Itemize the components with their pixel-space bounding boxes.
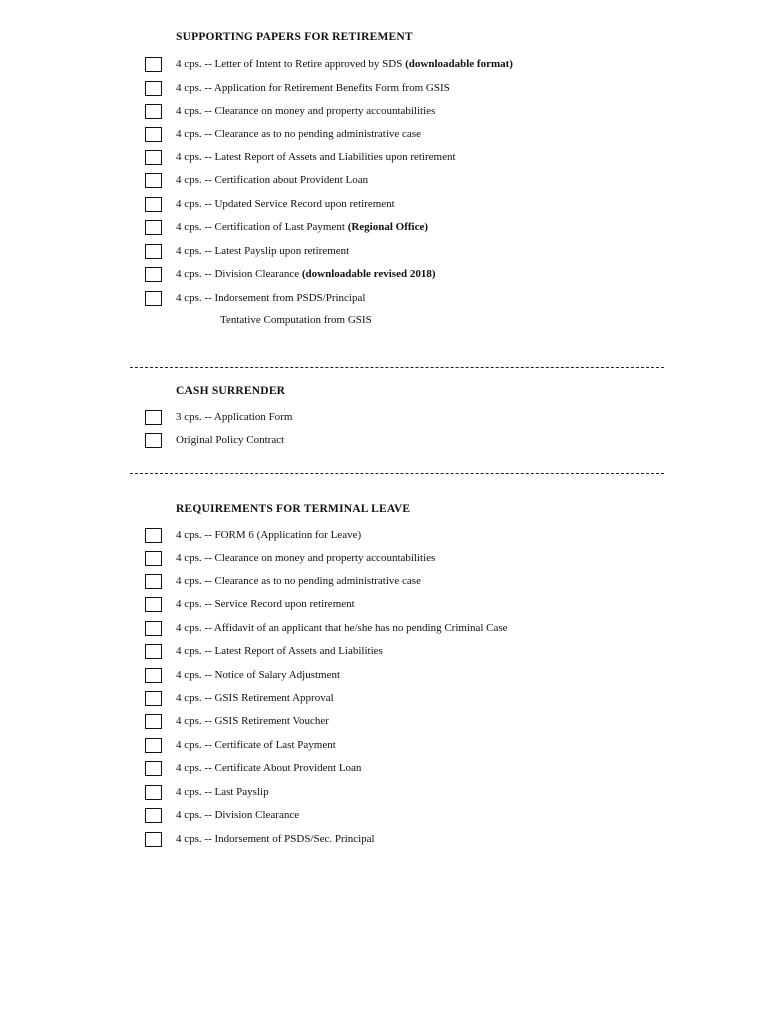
retirement-item-text: 4 cps. -- Updated Service Record upon retirement [176, 198, 395, 210]
checkbox[interactable] [145, 433, 162, 448]
terminal-leave-heading: REQUIREMENTS FOR TERMINAL LEAVE [176, 503, 411, 515]
checkbox[interactable] [145, 150, 162, 165]
checkbox[interactable] [145, 291, 162, 306]
checkbox[interactable] [145, 668, 162, 683]
cash-surrender-item-text: Original Policy Contract [176, 434, 285, 446]
terminal-leave-item-text: 4 cps. -- Indorsement of PSDS/Sec. Principal [176, 833, 375, 845]
checkbox[interactable] [145, 528, 162, 543]
retirement-item [145, 220, 705, 238]
checkbox[interactable] [145, 267, 162, 282]
checkbox[interactable] [145, 691, 162, 706]
retirement-item-text: 4 cps. -- Indorsement from PSDS/Principal [176, 292, 366, 304]
terminal-leave-item [145, 761, 705, 779]
checkbox[interactable] [145, 57, 162, 72]
retirement-item-text: 4 cps. -- Application for Retirement Benefits Form from GSIS [176, 82, 450, 94]
terminal-leave-item-text: 4 cps. -- Latest Report of Assets and Liabilities [176, 645, 383, 657]
retirement-heading: SUPPORTING PAPERS FOR RETIREMENT [176, 31, 413, 43]
checkbox[interactable] [145, 81, 162, 96]
retirement-item [145, 291, 705, 309]
terminal-leave-item [145, 714, 705, 732]
terminal-leave-item-text: 4 cps. -- Notice of Salary Adjustment [176, 669, 341, 681]
checkbox[interactable] [145, 785, 162, 800]
section-divider [130, 473, 664, 474]
terminal-leave-item-text: 4 cps. -- GSIS Retirement Approval [176, 692, 334, 704]
terminal-leave-item [145, 738, 705, 756]
terminal-leave-item-text: 4 cps. -- Clearance as to no pending administrative case [176, 575, 421, 587]
checkbox[interactable] [145, 808, 162, 823]
retirement-item [145, 81, 705, 99]
retirement-item-text: 4 cps. -- Clearance on money and property accountabilities [176, 105, 436, 117]
cash-surrender-item-text: 3 cps. -- Application Form [176, 411, 293, 423]
checkbox[interactable] [145, 714, 162, 729]
terminal-leave-item-text: 4 cps. -- Affidavit of an applicant that he/she has no pending Criminal Case [176, 622, 508, 634]
retirement-item-text: 4 cps. -- Certification about Provident Loan [176, 174, 369, 186]
checkbox[interactable] [145, 621, 162, 636]
checkbox[interactable] [145, 761, 162, 776]
retirement-item-text: 4 cps. -- Latest Payslip upon retirement [176, 245, 350, 257]
section-divider [130, 367, 664, 368]
checkbox[interactable] [145, 173, 162, 188]
checkbox[interactable] [145, 551, 162, 566]
terminal-leave-item [145, 574, 705, 592]
retirement-item [145, 267, 705, 285]
checkbox[interactable] [145, 197, 162, 212]
checkbox[interactable] [145, 597, 162, 612]
terminal-leave-item-text: 4 cps. -- Clearance on money and property accountabilities [176, 552, 436, 564]
terminal-leave-item-text: 4 cps. -- Service Record upon retirement [176, 598, 355, 610]
retirement-item-text: 4 cps. -- Certification of Last Payment (Regional Office) [176, 221, 429, 233]
terminal-leave-item [145, 528, 705, 546]
retirement-item-text: 4 cps. -- Letter of Intent to Retire approved by SDS (downloadable format) [176, 58, 513, 70]
checkbox[interactable] [145, 410, 162, 425]
checkbox[interactable] [145, 104, 162, 119]
retirement-item [145, 197, 705, 215]
retirement-item [145, 57, 705, 75]
checkbox[interactable] [145, 244, 162, 259]
terminal-leave-item [145, 808, 705, 826]
terminal-leave-item [145, 785, 705, 803]
checkbox[interactable] [145, 220, 162, 235]
checkbox[interactable] [145, 127, 162, 142]
terminal-leave-item-text: 4 cps. -- Certificate About Provident Loan [176, 762, 362, 774]
cash-surrender-heading: CASH SURRENDER [176, 385, 286, 397]
terminal-leave-item-text: 4 cps. -- GSIS Retirement Voucher [176, 715, 329, 727]
checkbox[interactable] [145, 738, 162, 753]
terminal-leave-item [145, 691, 705, 709]
checkbox[interactable] [145, 644, 162, 659]
retirement-item-text: 4 cps. -- Division Clearance (downloadable revised 2018) [176, 268, 436, 280]
terminal-leave-item [145, 668, 705, 686]
cash-surrender-item [145, 433, 705, 451]
retirement-extra-line: Tentative Computation from GSIS [220, 314, 372, 326]
terminal-leave-item-text: 4 cps. -- Certificate of Last Payment [176, 739, 336, 751]
retirement-item [145, 104, 705, 122]
retirement-item [145, 127, 705, 145]
retirement-item-text: 4 cps. -- Clearance as to no pending administrative case [176, 128, 421, 140]
terminal-leave-item [145, 597, 705, 615]
terminal-leave-item [145, 832, 705, 850]
retirement-item-text: 4 cps. -- Latest Report of Assets and Liabilities upon retirement [176, 151, 456, 163]
terminal-leave-item-text: 4 cps. -- Division Clearance [176, 809, 300, 821]
terminal-leave-item-text: 4 cps. -- Last Payslip [176, 786, 269, 798]
terminal-leave-item [145, 551, 705, 569]
retirement-item [145, 173, 705, 191]
retirement-item [145, 150, 705, 168]
cash-surrender-item [145, 410, 705, 428]
checkbox[interactable] [145, 574, 162, 589]
terminal-leave-item-text: 4 cps. -- FORM 6 (Application for Leave) [176, 529, 362, 541]
terminal-leave-item [145, 644, 705, 662]
retirement-item [145, 244, 705, 262]
terminal-leave-item [145, 621, 705, 639]
checkbox[interactable] [145, 832, 162, 847]
